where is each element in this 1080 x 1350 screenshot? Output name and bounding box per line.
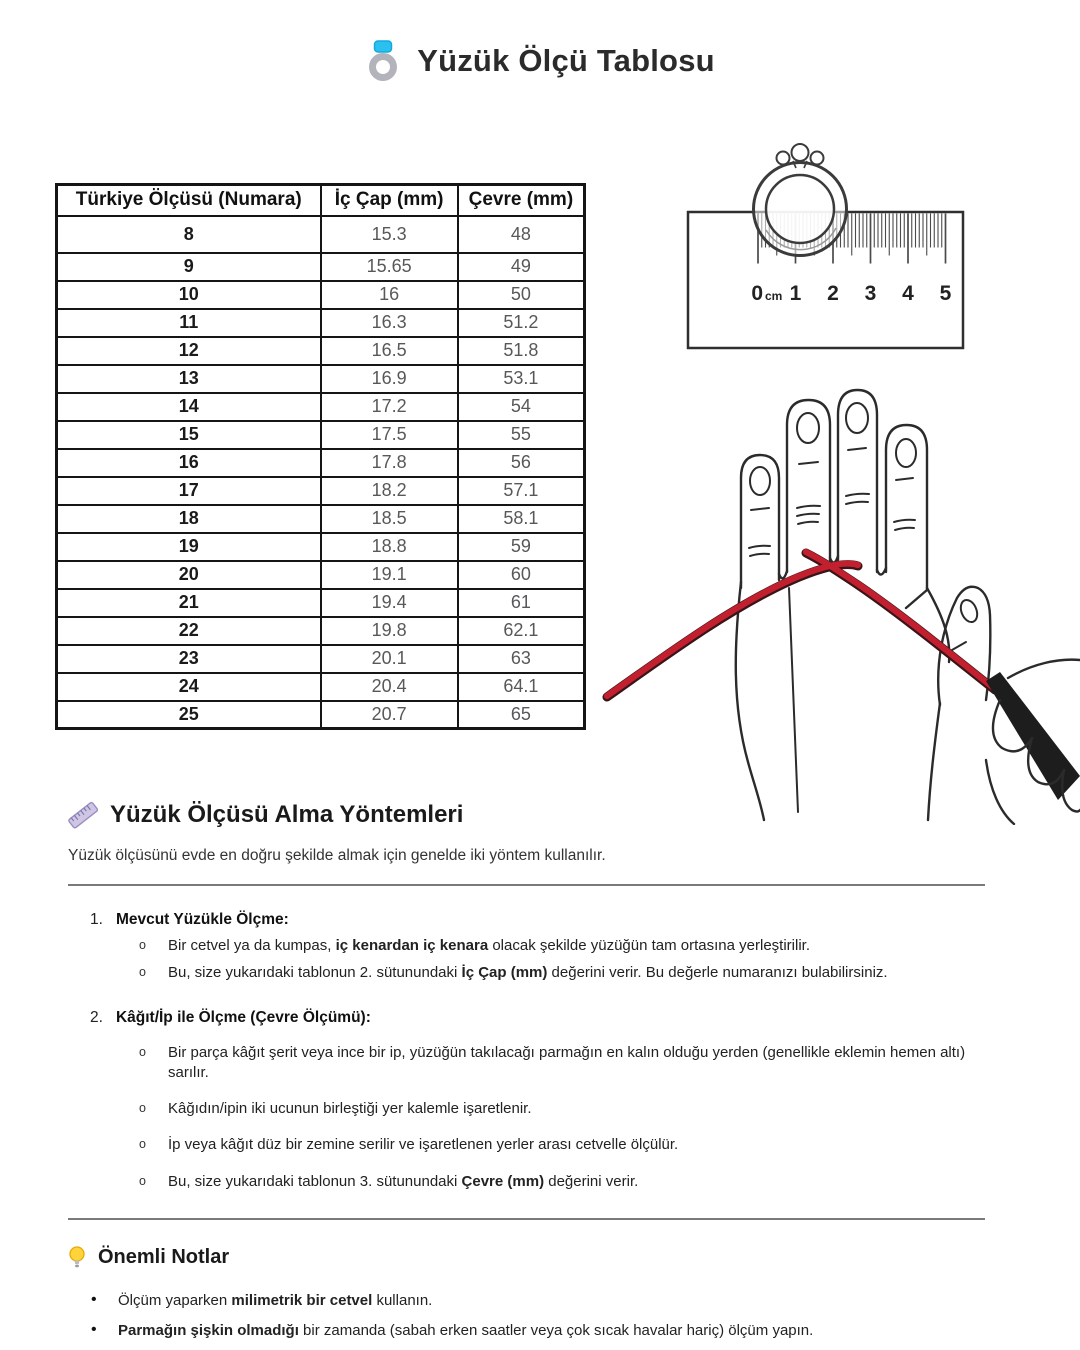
item-title: Kâğıt/İp ile Ölçme (Çevre Ölçümü): — [115, 1008, 371, 1026]
list-item: o Bu, size yukarıdaki tablonun 2. sütunundaki İç Çap (mm) değerini verir. Bu değerle numaranızı bulabilirsiniz. — [168, 963, 985, 983]
value-cell: 17.5 — [321, 421, 458, 449]
ruler-label-1: 1 — [789, 282, 802, 305]
ring-icon — [365, 40, 401, 82]
table-row — [57, 393, 585, 421]
list-item: o Kâğıdın/ipin iki ucunun birleştiği yer kalemle işaretlenir. — [168, 1099, 985, 1119]
value-cell: 20.4 — [321, 673, 458, 701]
methods-section — [68, 800, 985, 1341]
size-cell: 12 — [57, 337, 321, 365]
col-header-diameter: İç Çap (mm) — [321, 185, 458, 216]
size-cell: 19 — [57, 533, 321, 561]
hand-string-illustration — [598, 378, 1080, 825]
value-cell: 18.2 — [321, 477, 458, 505]
ruler-label-5: 5 — [939, 282, 952, 305]
size-cell: 24 — [57, 673, 321, 701]
table-row — [57, 505, 585, 533]
list-item: o Bu, size yukarıdaki tablonun 3. sütunundaki Çevre (mm) değerini verir. — [168, 1172, 985, 1192]
value-cell: 55 — [458, 421, 585, 449]
notes-heading: Önemli Notlar — [98, 1246, 230, 1269]
ruler-icon — [68, 800, 98, 830]
value-cell: 19.4 — [321, 589, 458, 617]
value-cell: 57.1 — [458, 477, 585, 505]
table-row — [57, 673, 585, 701]
size-cell: 20 — [57, 561, 321, 589]
table-row — [57, 533, 585, 561]
ruler-label-3: 3 — [864, 282, 877, 305]
table-row — [57, 216, 585, 253]
value-cell: 48 — [458, 216, 585, 253]
table-row — [57, 561, 585, 589]
value-cell: 19.8 — [321, 617, 458, 645]
size-cell: 10 — [57, 281, 321, 309]
value-cell: 16.9 — [321, 365, 458, 393]
list-item: o Bir cetvel ya da kumpas, iç kenardan iç kenara olacak şekilde yüzüğün tam ortasına yerleştirilir. — [168, 936, 985, 956]
value-cell: 17.8 — [321, 449, 458, 477]
methods-heading: Yüzük Ölçüsü Alma Yöntemleri — [110, 801, 464, 828]
col-header-circumference: Çevre (mm) — [458, 185, 585, 216]
ruler-unit-label: cm — [765, 289, 783, 303]
table-row — [57, 253, 585, 281]
methods-heading-row — [68, 800, 985, 830]
value-cell: 17.2 — [321, 393, 458, 421]
value-cell: 18.5 — [321, 505, 458, 533]
ruler-label-0: 0 — [751, 282, 763, 305]
table-row — [57, 365, 585, 393]
size-cell: 17 — [57, 477, 321, 505]
method-1-bullets — [68, 936, 985, 984]
size-cell: 15 — [57, 421, 321, 449]
size-cell: 25 — [57, 701, 321, 729]
value-cell: 20.7 — [321, 701, 458, 729]
value-cell: 63 — [458, 645, 585, 673]
item-number: 1. — [90, 911, 103, 928]
table-row — [57, 337, 585, 365]
divider — [68, 884, 985, 886]
value-cell: 58.1 — [458, 505, 585, 533]
size-cell: 21 — [57, 589, 321, 617]
value-cell: 64.1 — [458, 673, 585, 701]
size-cell: 16 — [57, 449, 321, 477]
value-cell: 18.8 — [321, 533, 458, 561]
table-row — [57, 701, 585, 729]
size-cell: 22 — [57, 617, 321, 645]
value-cell: 49 — [458, 253, 585, 281]
value-cell: 61 — [458, 589, 585, 617]
size-cell: 18 — [57, 505, 321, 533]
value-cell: 19.1 — [321, 561, 458, 589]
item-number: 2. — [90, 1008, 103, 1026]
value-cell: 59 — [458, 533, 585, 561]
size-cell: 11 — [57, 309, 321, 337]
notes-heading-row — [68, 1246, 985, 1270]
page-header — [0, 40, 1080, 82]
list-item: • Parmağın şişkin olmadığı bir zamanda (sabah erken saatler veya çok sıcak havalar hariç) ölçüm yapın. — [118, 1320, 985, 1341]
divider — [68, 1218, 985, 1220]
size-cell: 14 — [57, 393, 321, 421]
ring-graphic — [754, 144, 847, 256]
table-row — [57, 309, 585, 337]
page-title: Yüzük Ölçü Tablosu — [417, 43, 715, 78]
item-title: Mevcut Yüzükle Ölçme: — [115, 911, 289, 928]
value-cell: 54 — [458, 393, 585, 421]
value-cell: 65 — [458, 701, 585, 729]
value-cell: 50 — [458, 281, 585, 309]
value-cell: 56 — [458, 449, 585, 477]
ring-size-table — [55, 183, 586, 730]
table-header-row — [57, 185, 585, 216]
table-row — [57, 421, 585, 449]
value-cell: 16 — [321, 281, 458, 309]
value-cell: 15.65 — [321, 253, 458, 281]
ring-on-ruler-illustration — [665, 135, 980, 365]
value-cell: 16.5 — [321, 337, 458, 365]
value-cell: 60 — [458, 561, 585, 589]
method-item-2 — [68, 1009, 985, 1192]
list-item: • Ölçüm yaparken milimetrik bir cetvel kullanın. — [118, 1290, 985, 1311]
size-cell: 9 — [57, 253, 321, 281]
value-cell: 51.2 — [458, 309, 585, 337]
size-cell: 23 — [57, 645, 321, 673]
methods-intro: Yüzük ölçüsünü evde en doğru şekilde almak için genelde iki yöntem kullanılır. — [68, 847, 606, 864]
ruler-label-4: 4 — [902, 282, 914, 305]
notes-bullets — [68, 1290, 985, 1341]
value-cell: 16.3 — [321, 309, 458, 337]
value-cell: 62.1 — [458, 617, 585, 645]
size-cell: 13 — [57, 365, 321, 393]
value-cell: 53.1 — [458, 365, 585, 393]
value-cell: 15.3 — [321, 216, 458, 253]
table-row — [57, 617, 585, 645]
table-row — [57, 449, 585, 477]
table-row — [57, 589, 585, 617]
value-cell: 51.8 — [458, 337, 585, 365]
col-header-size: Türkiye Ölçüsü (Numara) — [57, 185, 321, 216]
table-row — [57, 645, 585, 673]
ruler-label-2: 2 — [827, 282, 839, 305]
value-cell: 20.1 — [321, 645, 458, 673]
method-item-1 — [68, 911, 985, 984]
notes-section — [68, 1246, 985, 1341]
list-item: o Bir parça kâğıt şerit veya ince bir ip, yüzüğün takılacağı parmağın en kalın olduğu yerden (genellikle eklemin hemen altı) sarılır. — [168, 1043, 985, 1084]
method-2-bullets — [68, 1043, 985, 1192]
pen-graphic — [986, 672, 1080, 800]
size-cell: 8 — [57, 216, 321, 253]
table-row — [57, 281, 585, 309]
lightbulb-icon — [68, 1246, 86, 1270]
table-row — [57, 477, 585, 505]
list-item: o İp veya kâğıt düz bir zemine serilir ve işaretlenen yerler arası cetvelle ölçülür. — [168, 1135, 985, 1155]
